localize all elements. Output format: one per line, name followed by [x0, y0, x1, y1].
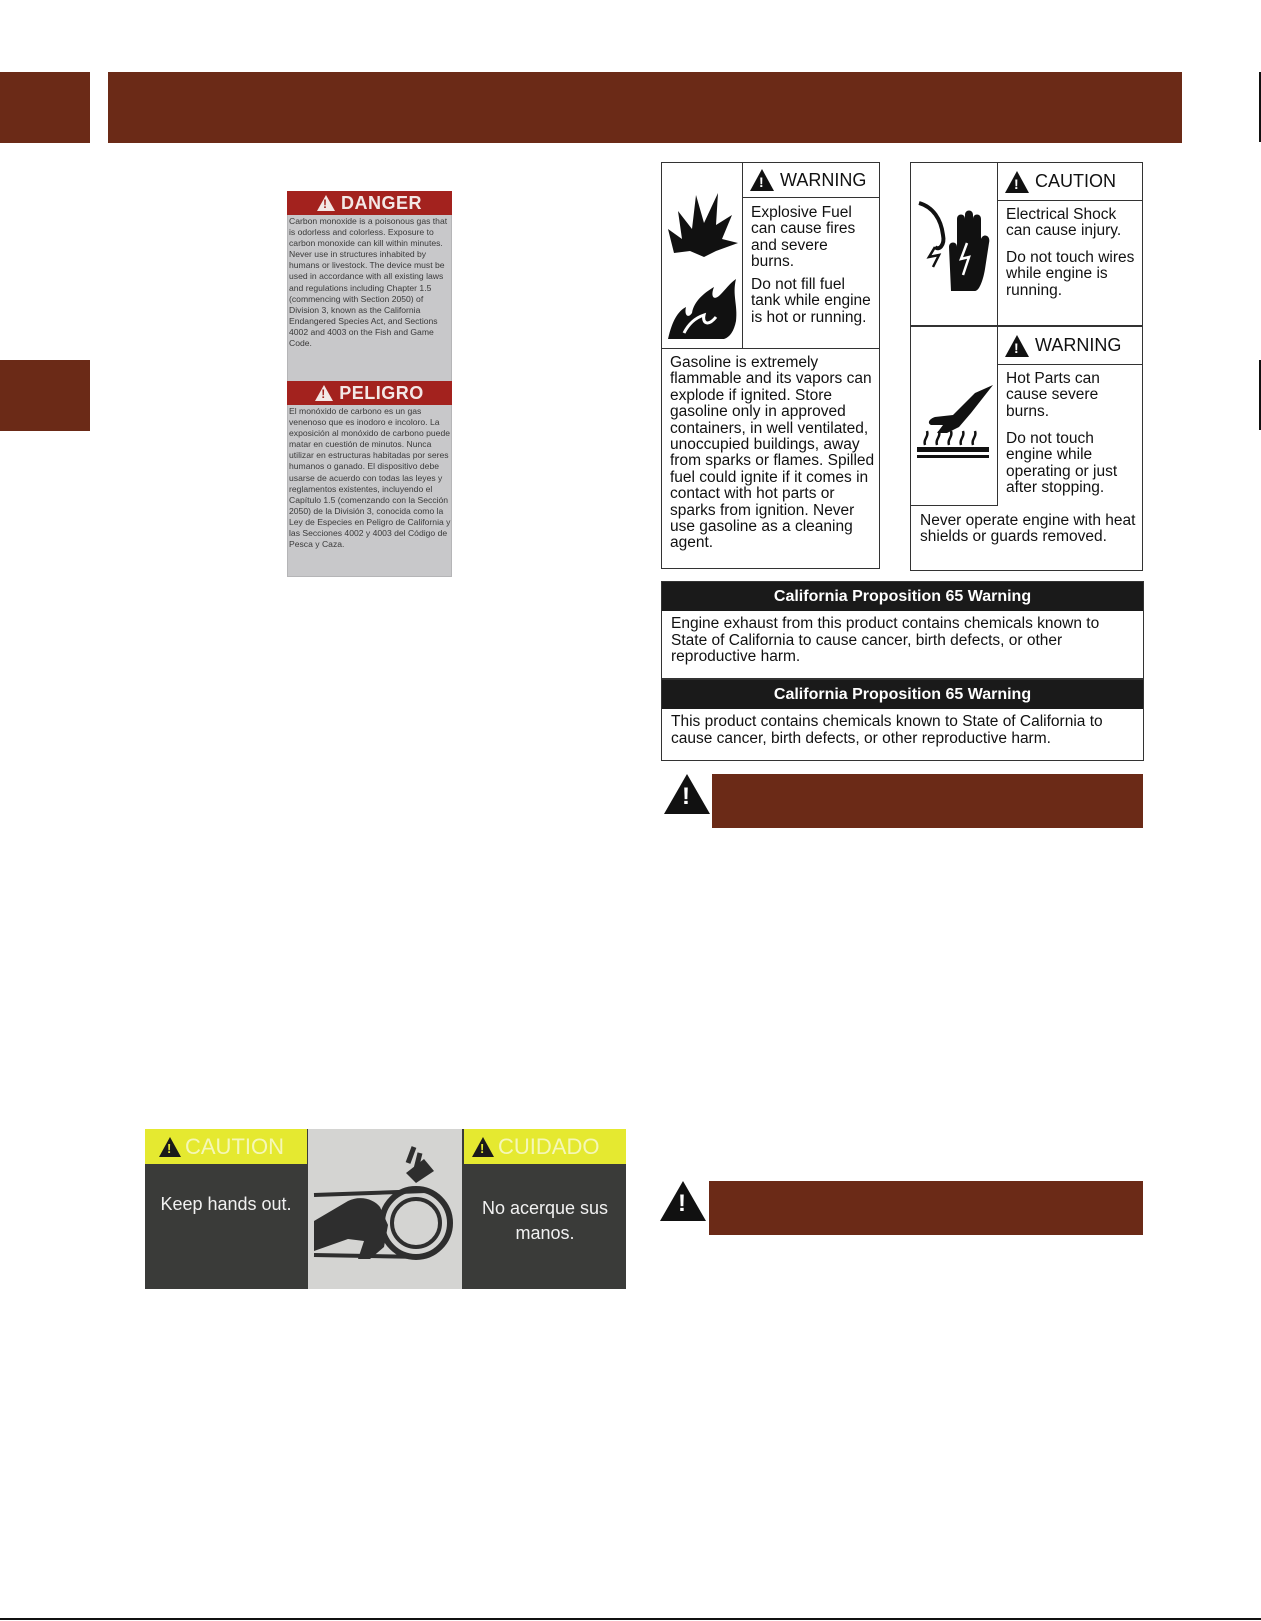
hot-icon-panel — [911, 327, 998, 506]
belt-caution-label — [145, 1129, 626, 1289]
belt-pictogram — [308, 1129, 462, 1289]
fuel-text-1: Explosive Fuel can cause fires and severe burns. — [751, 204, 856, 271]
shock-icon-panel — [911, 163, 998, 325]
shock-text-1: Electrical Shock can cause injury. — [1006, 206, 1122, 240]
prop65-warning-2 — [661, 679, 1144, 761]
warning-triangle-icon — [664, 774, 710, 814]
warning-triangle-icon — [1005, 171, 1029, 193]
hand-belt-icon — [308, 1129, 462, 1289]
fuel-heading-row — [742, 163, 879, 198]
electric-hand-icon — [913, 199, 997, 299]
side-tab-top — [0, 72, 90, 143]
fuel-icon-panel — [662, 163, 743, 349]
fuel-text-2: Do not fill fuel tank while engine is hot or running. — [751, 276, 871, 326]
fuel-body: Gasoline is extremely flammable and its vapors can explode if ignited. Store gasoline only in approved containers, in well ventilated, unoccupied buildings, away from sparks or flames. Spilled fuel could ignite if it comes in contact with hot parts or sparks from ignition. Never use gasoline as a cleaning agent. — [670, 354, 875, 552]
warning-triangle-icon — [317, 195, 335, 211]
caution-heading: ! CAUTION — [145, 1129, 307, 1164]
fuel-warning-sign — [661, 162, 880, 569]
hot-heading-row — [997, 327, 1142, 365]
caution-panel — [145, 1129, 307, 1289]
fuel-divider — [742, 348, 879, 349]
peligro-text: El monóxido de carbono es un gas venenoso que es inodoro e incoloro. La exposición al monóxido de carbono puede matar en cuestión de minutos. Nunca utilizar en estructuras habitadas por seres humanos o ganado. El dispositivo debe usarse de acuerdo con todas las leyes y reglamentos existentes, incluyendo el Capítulo 1.5 (comenzando con la Sección 2050) de la División 3, conocida como la Ley de Especies en Peligro de California y las Secciones 4002 y 4003 del Código de Pesca y Caza. — [289, 406, 451, 550]
flame-icon — [664, 271, 742, 341]
prop65-text: This product contains chemicals known to State of California to cause cancer, birth defects, or other reproductive harm. — [671, 713, 1103, 747]
prop65-heading: California Proposition 65 Warning — [662, 680, 1143, 709]
danger-label — [287, 191, 452, 577]
peligro-heading: ! PELIGRO — [287, 381, 452, 405]
footer-rule — [0, 1618, 1261, 1620]
explosion-icon — [664, 181, 742, 261]
hot-heading: WARNING — [1035, 335, 1122, 355]
warning-triangle-icon — [315, 385, 333, 401]
danger-heading: ! DANGER — [287, 191, 452, 215]
hot-surface-hand-icon — [913, 383, 997, 463]
prop65-text: Engine exhaust from this product contains chemicals known to State of California to cause cancer, birth defects, or other reproductive harm. — [671, 615, 1100, 665]
warning-banner — [712, 774, 1143, 828]
cuidado-panel — [464, 1129, 626, 1289]
shock-heading: CAUTION — [1035, 171, 1116, 191]
shock-heading-row — [997, 163, 1142, 201]
warning-triangle-icon — [159, 1137, 181, 1157]
warning-triangle-icon — [1005, 335, 1029, 357]
header-bar — [108, 72, 1182, 143]
cuidado-text: No acerque sus manos. — [481, 1198, 609, 1243]
hot-text-2: Do not touch engine while operating or just after stopping. — [1006, 430, 1118, 497]
warning-triangle-icon — [660, 1181, 706, 1221]
warning-triangle-icon — [472, 1137, 494, 1157]
hot-parts-warning-sign — [910, 326, 1143, 571]
danger-text: Carbon monoxide is a poisonous gas that is odorless and colorless. Exposure to carbon monoxide can kill within minutes. Never use in structures inhabited by humans or livestock. The device must be used in accordance with all existing laws and regulations including Chapter 1.5 (commencing with Section 2050) of Division 3, known as the California Endangered Species Act, and Sections 4002 and 4003 on the Fish and Game Code. — [289, 216, 448, 349]
warning-triangle-icon — [750, 169, 774, 191]
warning-banner — [709, 1181, 1143, 1235]
shock-text-2: Do not touch wires while engine is running. — [1006, 249, 1135, 299]
shock-caution-sign — [910, 162, 1143, 326]
fuel-heading: WARNING — [780, 169, 867, 190]
side-tab-middle — [0, 360, 90, 431]
prop65-heading: California Proposition 65 Warning — [662, 582, 1143, 611]
cuidado-heading: ! CUIDADO — [464, 1129, 626, 1164]
caution-text: Keep hands out. — [160, 1194, 292, 1214]
hot-text-1: Hot Parts can cause severe burns. — [1006, 370, 1100, 420]
prop65-warning-1 — [661, 581, 1144, 679]
hot-body: Never operate engine with heat shields or guards removed. — [920, 512, 1136, 546]
